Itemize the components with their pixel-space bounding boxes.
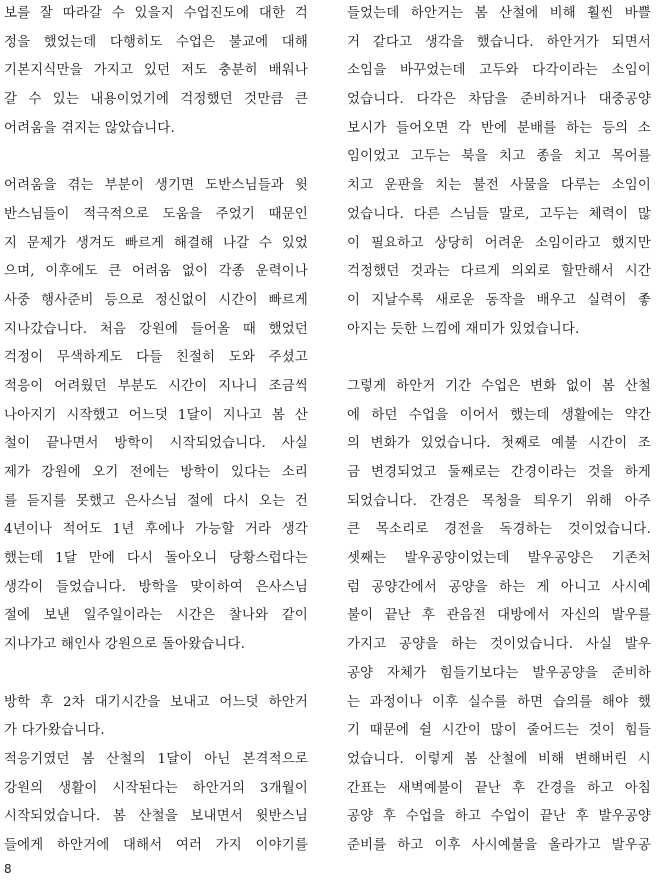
text-line: 되었습니다. 간경은 목청을 틔우기 위해 아주 xyxy=(347,493,651,509)
text-line: 어려움을 겪는 부분이 생기면 도반스님들과 윗 xyxy=(4,178,308,194)
text-line: 그렇게 하안거 기간 수업은 변화 없이 봄 산철 xyxy=(347,378,651,394)
text-line: 이 지날수록 새로운 동작을 배우고 실력이 좋 xyxy=(347,292,651,308)
text-line: 셋째는 발우공양이었는데 발우공양은 기존처 xyxy=(347,551,651,567)
text-line: 거 같다고 생각을 했습니다. 하안거가 되면서 xyxy=(347,34,651,50)
paragraph-gap xyxy=(4,143,308,172)
left-column xyxy=(4,0,308,861)
paragraph xyxy=(4,689,308,746)
text-line: 지나가고 해인사 강원으로 돌아왔습니다. xyxy=(4,637,246,653)
text-line: 강원의 생활이 시작된다는 하안거의 3개월이 xyxy=(4,780,308,796)
text-line: 정을 했었는데 다행히도 수업은 불교에 대해 xyxy=(4,34,308,50)
text-line: 적응기였던 봄 산철의 1달이 아닌 본격적으로 xyxy=(4,751,308,767)
text-line: 나아지기 시작했고 어느덧 1달이 지나고 봄 산 xyxy=(4,407,308,423)
text-line: 들었는데 하안거는 봄 산철에 비해 훨씬 바쁠 xyxy=(347,6,651,21)
text-line: 이 필요하고 상당히 어려운 소임이라고 했지만 xyxy=(347,235,651,251)
text-line: 었습니다. 다른 스님들 말로, 고두는 체력이 많 xyxy=(347,206,651,222)
text-line: 기 때문에 쉴 시간이 많이 줄어드는 것이 힘들 xyxy=(347,723,651,739)
text-line: 지나갔습니다. 처음 강원에 들어올 때 했었던 xyxy=(4,321,308,337)
text-line: 가 다가왔습니다. xyxy=(4,723,105,739)
text-line: 어려움을 겪지는 않았습니다. xyxy=(4,120,175,136)
text-line: 럼 공양간에서 공양을 하는 게 아니고 사시예 xyxy=(347,579,651,595)
paragraph xyxy=(347,0,651,344)
text-line: 걱정했던 것과는 다르게 의외로 할만해서 시간 xyxy=(347,264,651,280)
text-line: 들에게 하안거에 대해서 여러 가지 이야기를 xyxy=(4,837,308,853)
text-line: 4년이나 적어도 1년 후에나 가능할 거라 생각 xyxy=(4,522,308,538)
text-line: 절에 보낸 일주일이라는 시간은 찰나와 같이 xyxy=(4,608,308,624)
text-line: 가지고 공양을 하는 것이었습니다. 사실 발우 xyxy=(347,637,651,653)
text-line: 적응이 어려웠던 부분도 시간이 지나니 조금씩 xyxy=(4,378,308,394)
text-line: 아지는 듯한 느낌에 재미가 있었습니다. xyxy=(347,321,580,337)
text-line: 었습니다. 다각은 차담을 준비하거나 대중공양 xyxy=(347,92,651,108)
text-line: 보시가 들어오면 각 반에 분배를 하는 등의 소 xyxy=(347,120,651,136)
text-line: 는 과정이나 이후 실수를 하면 습의를 해야 했 xyxy=(347,694,651,710)
text-line: 준비를 하고 이후 사시예불을 올라가고 발우공 xyxy=(347,837,651,853)
text-line: 금 변경되었고 둘째로는 간경이라는 것을 하게 xyxy=(347,465,651,480)
text-line: 반스님들이 적극적으로 도움을 주었기 때문인 xyxy=(4,206,308,222)
text-line: 지 문제가 생겨도 빠르게 해결해 나갈 수 있었 xyxy=(4,235,308,251)
text-line: 걱정이 무색하게도 다들 친절히 도와 주셨고 xyxy=(4,350,308,366)
text-line: 치고 운판을 치는 불전 사물을 다루는 소임이 xyxy=(347,178,651,194)
text-line: 간표는 새벽예불이 끝난 후 간경을 하고 아침 xyxy=(347,780,651,796)
paragraph-gap xyxy=(347,344,651,373)
text-line: 었습니다. 이렇게 봄 산철에 비해 변해버린 시 xyxy=(347,751,651,767)
text-line: 의 변화가 있었습니다. 첫째로 예불 시간이 조 xyxy=(347,436,651,452)
text-line: 기본지식만을 가지고 있던 저도 충분히 배워나 xyxy=(4,63,308,79)
paragraph xyxy=(4,172,308,660)
text-line: 공양 후 수업을 하고 수업이 끝난 후 발우공양 xyxy=(347,809,651,825)
text-line: 생각이 들었습니다. 방학을 맞이하여 은사스님 xyxy=(4,579,308,595)
right-column xyxy=(347,0,651,861)
text-line: 를 듣지를 못했고 은사스님 절에 다시 오는 건 xyxy=(4,493,308,509)
text-line: 소임을 바꾸었는데 고두와 다각이라는 소임이 xyxy=(347,63,651,79)
text-line: 사중 행사준비 등으로 정신없이 시간이 빠르게 xyxy=(4,292,308,308)
page-number: 8 xyxy=(4,862,12,876)
text-line: 보를 잘 따라갈 수 있을지 수업진도에 대한 걱 xyxy=(4,6,308,21)
paragraph xyxy=(347,373,651,861)
paragraph-gap xyxy=(4,660,308,689)
text-line: 임이었고 고두는 북을 치고 종을 치고 목어를 xyxy=(347,149,651,165)
text-line: 에 하던 수업을 이어서 했는데 생활에는 약간 xyxy=(347,407,651,423)
text-line: 공양 자체가 힘들기보다는 발우공양을 준비하 xyxy=(347,665,651,681)
text-line: 으며, 이후에도 큰 어려움 없이 각종 운력이나 xyxy=(4,264,308,280)
paragraph xyxy=(4,0,308,143)
text-line: 했는데 1달 만에 다시 돌아오니 당황스럽다는 xyxy=(4,551,308,567)
paragraph xyxy=(4,746,308,861)
text-line: 시작되었습니다. 봄 산철을 보내면서 윗반스님 xyxy=(4,809,308,825)
text-line: 큰 목소리로 경전을 독경하는 것이었습니다. xyxy=(347,522,651,538)
text-line: 갈 수 있는 내용이었기에 걱정했던 것만큼 큰 xyxy=(4,92,308,108)
text-line: 불이 끝난 후 관음전 대방에서 자신의 발우를 xyxy=(347,608,651,624)
text-line: 철이 끝나면서 방학이 시작되었습니다. 사실 xyxy=(4,436,308,452)
text-line: 방학 후 2차 대기시간을 보내고 어느덧 하안거 xyxy=(4,694,308,710)
text-line: 제가 강원에 오기 전에는 방학이 있다는 소리 xyxy=(4,465,308,480)
